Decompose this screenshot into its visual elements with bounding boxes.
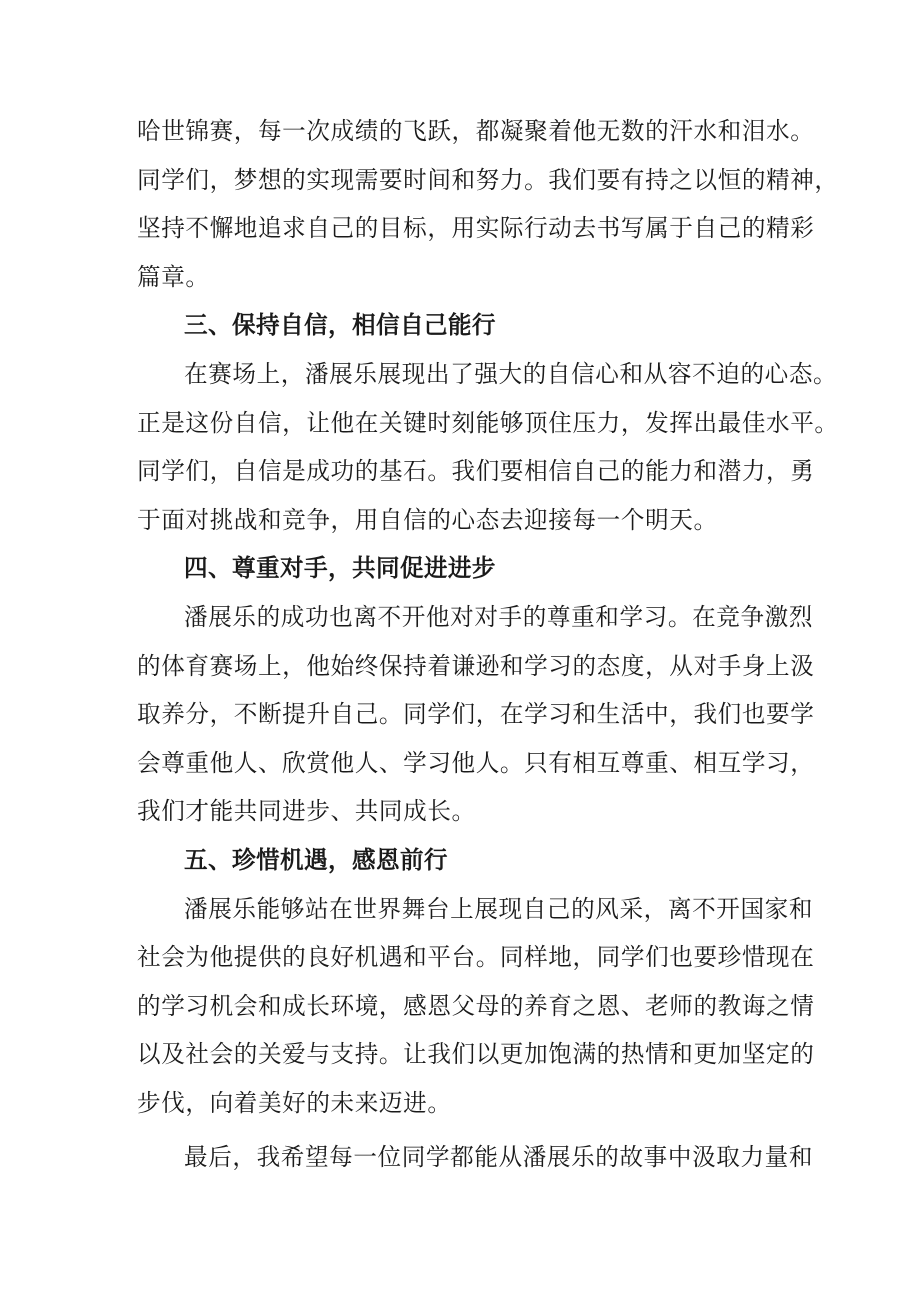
text-line: 同学们，自信是成功的基石。我们要相信自己的能力和潜力，勇: [137, 457, 815, 486]
text-line: 潘展乐能够站在世界舞台上展现自己的风采，离不开国家和: [184, 894, 814, 923]
paragraph-section-4: [137, 593, 815, 836]
text-line: 篇章。: [137, 262, 210, 291]
section-heading-5: 五、珍惜机遇，感恩前行: [184, 845, 448, 874]
text-line: 于面对挑战和竞争，用自信的心态去迎接每一个明天。: [137, 505, 718, 534]
text-line: 正是这份自信，让他在关键时刻能够顶住压力，发挥出最佳水平。: [137, 408, 839, 437]
text-line: 会尊重他人、欣赏他人、学习他人。只有相互尊重、相互学习，: [137, 748, 815, 777]
text-line: 以及社会的关爱与支持。让我们以更加饱满的热情和更加坚定的: [137, 1040, 815, 1069]
text-line: 哈世锦赛，每一次成绩的飞跃，都凝聚着他无数的汗水和泪水。: [137, 117, 815, 145]
paragraph-section-5: [137, 885, 815, 1128]
text-line: 步伐，向着美好的未来迈进。: [137, 1088, 452, 1117]
text-line: 坚持不懈地追求自己的目标，用实际行动去书写属于自己的精彩: [137, 214, 815, 243]
section-heading-4: 四、尊重对手，共同促进进步: [184, 554, 496, 583]
text-line: 取养分，不断提升自己。同学们，在学习和生活中，我们也要学: [137, 700, 815, 729]
document-body: [137, 107, 839, 1182]
text-line: 同学们，梦想的实现需要时间和努力。我们要有持之以恒的精神，: [137, 165, 839, 194]
paragraph-section-3: [137, 350, 839, 544]
text-line: 我们才能共同进步、共同成长。: [137, 797, 476, 826]
text-line: 最后，我希望每一位同学都能从潘展乐的故事中汲取力量和: [184, 1143, 814, 1172]
text-line: 在赛场上，潘展乐展现出了强大的自信心和从容不迫的心态。: [184, 359, 838, 388]
text-line: 的体育赛场上，他始终保持着谦逊和学习的态度，从对手身上汲: [137, 651, 815, 680]
paragraph-continuation: [137, 107, 839, 301]
text-line: 潘展乐的成功也离不开他对对手的尊重和学习。在竞争激烈: [184, 602, 814, 631]
section-heading-3: 三、保持自信，相信自己能行: [184, 311, 496, 340]
text-line: 社会为他提供的良好机遇和平台。同样地，同学们也要珍惜现在: [137, 943, 815, 972]
text-line: 的学习机会和成长环境，感恩父母的养育之恩、老师的教诲之情: [137, 991, 815, 1020]
paragraph-closing: [137, 1133, 814, 1182]
